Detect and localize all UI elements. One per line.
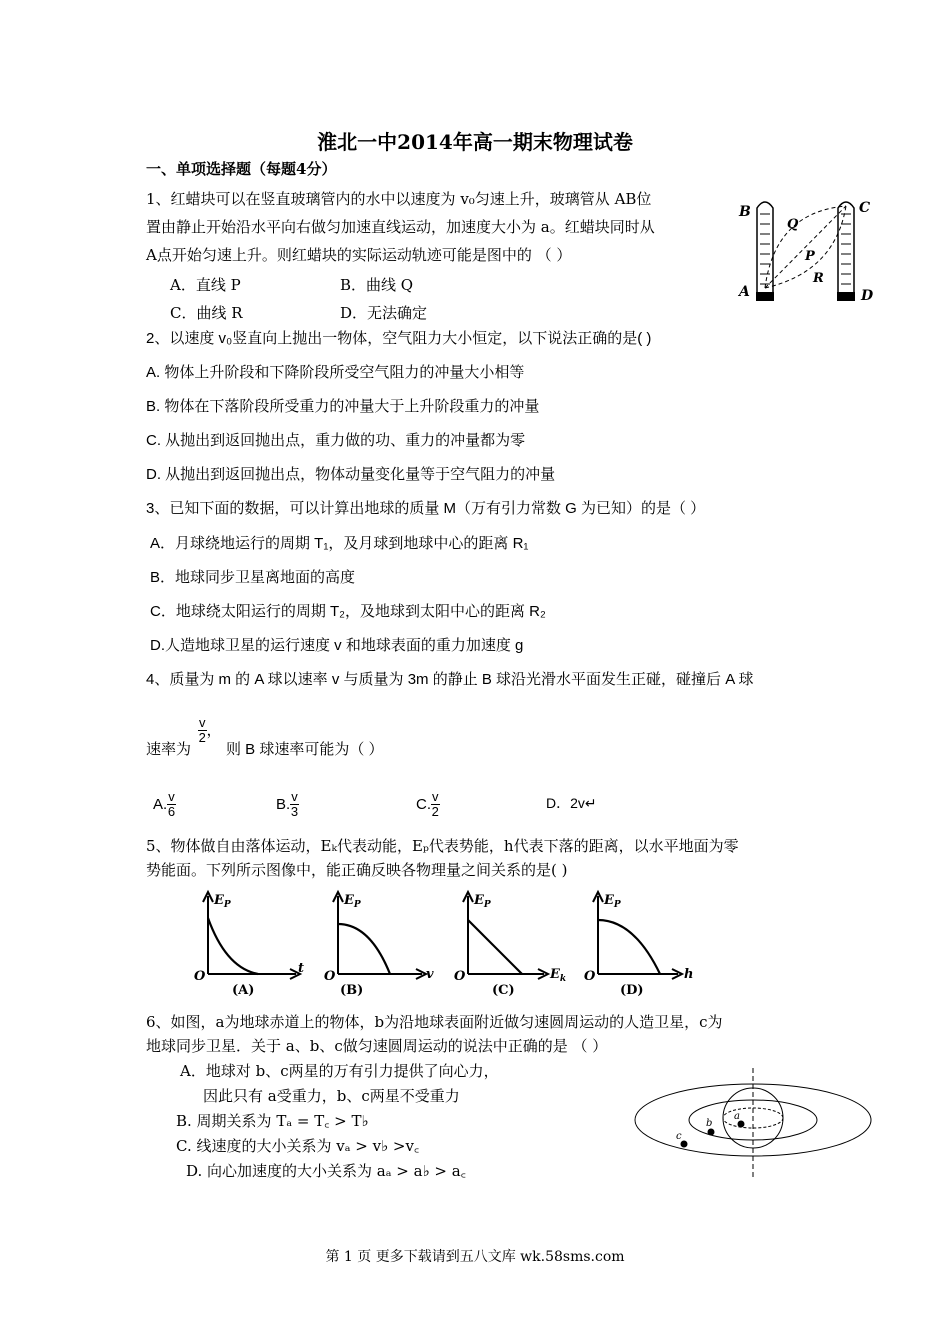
q6-line-1: 6、如图，a为地球赤道上的物体，b为沿地球表面附近做匀速圆周运动的人造卫星，c为 [146,1013,723,1031]
label-q: Q [787,217,799,232]
q4-stem: 4、质量为 m 的 A 球以速率 v 与质量为 3m 的静止 B 球沿光滑水平面发生正碰，碰撞后 A 球 [146,671,754,688]
q4-option-c-num: v [432,789,439,804]
q1-line-1: 1、红蜡块可以在竖直玻璃管内的水中以速度为 v₀匀速上升，玻璃管从 AB位 [146,190,652,208]
q6-option-b: B. 周期关系为 Tₐ = T꜀ > T♭ [176,1112,369,1130]
q5-c-origin: O [454,969,466,984]
q5-line-2: 势能面。下列所示图像中，能正确反映各物理量之间关系的是( ) [146,861,568,879]
q5-a-tag: (A) [232,983,255,998]
q5-graph-c [448,888,578,1000]
q5-d-tag: (D) [620,983,644,998]
q5-graph-d [578,888,700,1000]
q5-c-y-sub: P [483,900,491,910]
q4-frac-num: v [199,715,206,730]
q1-line-3: A点开始匀速上升。则红蜡块的实际运动轨迹可能是图中的 （ ） [146,246,572,264]
q5-a-y-sub: P [223,900,231,910]
q2-option-b: B. 物体在下落阶段所受重力的冲量大于上升阶段重力的冲量 [146,398,540,415]
q3-option-d: D.人造地球卫星的运行速度 v 和地球表面的重力加速度 g [150,637,524,654]
q5-graph-a [188,888,310,1000]
q4-option-a-den: 6 [167,804,176,819]
q5-c-x-label: E [550,967,560,982]
q5-b-tag: (B) [340,983,364,998]
svg-text:EP [473,893,491,910]
label-b: B [739,204,751,220]
q5-b-y-label: E [344,893,354,908]
q5-b-origin: O [324,969,336,984]
label-c: C [859,200,871,216]
q3-option-a: A．月球绕地运行的周期 T₁，及月球到地球中心的距离 R₁ [150,535,529,552]
q6-option-d: D. 向心加速度的大小关系为 aₐ > a♭ > a꜀ [186,1162,466,1180]
q5-c-x-sub: k [559,974,567,984]
q4-option-b-den: 3 [290,804,299,819]
q4-option-d: D．2v↵ [546,795,597,811]
q4-option-a-label: A. [153,795,168,813]
q4-option-b-label: B. [276,795,291,813]
q3-stem: 3、已知下面的数据，可以计算出地球的质量 M（万有引力常数 G 为已知）的是（ ） [146,500,706,517]
q1-option-d: D．无法确定 [340,304,428,322]
label-r: R [813,271,824,286]
q1-option-b: B．曲线 Q [340,276,414,294]
q5-graph-b [318,888,440,1000]
q6-option-a-2: 因此只有 a受重力，b、c两星不受重力 [203,1087,460,1105]
q1-line-2: 置由静止开始沿水平向右做匀加速直线运动，加速度大小为 a。红蜡块同时从 [146,218,655,236]
q2-option-a: A. 物体上升阶段和下降阶段所受空气阻力的冲量大小相等 [146,364,525,381]
q5-a-origin: O [194,969,206,984]
q5-d-y-label: E [604,893,614,908]
q2-option-d: D. 从抛出到返回抛出点，物体动量变化量等于空气阻力的冲量 [146,466,556,483]
q4-option-a-num: v [168,789,175,804]
q6-orbit-figure [632,1064,874,1184]
svg-text:EP [213,893,231,910]
q6-line-2: 地球同步卫星．关于 a、b、c做匀速圆周运动的说法中正确的是 （ ） [146,1037,608,1055]
q6-option-c: C. 线速度的大小关系为 vₐ > v♭ >v꜀ [176,1137,420,1155]
q5-a-y-label: E [214,893,224,908]
q4-line2-post: 则 B 球速率可能为（ ） [226,741,384,758]
q5-c-tag: (C) [492,983,515,998]
q5-b-x-label: v [426,967,434,982]
page-footer: 第 1 页 更多下载请到五八文库 wk.58sms.com [325,1249,625,1265]
page-title: 淮北一中2014年高一期末物理试卷 [317,130,633,154]
q3-option-b: B．地球同步卫星离地面的高度 [150,569,356,586]
q2-option-c: C. 从抛出到返回抛出点，重力做的功、重力的冲量都为零 [146,432,526,449]
q4-option-c-label: C. [416,795,431,813]
label-a: A [739,284,750,300]
tube-cd [838,202,854,300]
q5-d-y-sub: P [613,900,621,910]
q3-option-c: C．地球绕太阳运行的周期 T₂，及地球到太阳中心的距离 R₂ [150,603,546,620]
q5-a-x-label: t [298,961,305,976]
q5-c-y-label: E [474,893,484,908]
q4-option-b-num: v [291,789,298,804]
q4-option-a [153,790,176,819]
q5-d-origin: O [584,969,596,984]
q4-comma: ， [206,722,222,739]
q1-option-a: A．直线 P [170,276,241,294]
q4-line2-pre: 速率为 [146,741,192,758]
svg-text:Ek [549,967,566,984]
label-p: P [805,249,815,264]
label-d: D [861,288,874,304]
q5-line-1: 5、物体做自由落体运动，Eₖ代表动能，Eₚ代表势能，h代表下落的距离，以水平地面为零 [146,837,739,855]
q6-option-a-1: A．地球对 b、c两星的万有引力提供了向心力， [180,1062,499,1080]
q4-option-b [276,790,299,819]
q4-option-c [416,790,440,819]
q1-option-c: C．曲线 R [170,304,243,322]
point-b [708,1129,715,1136]
label-b: b [706,1118,713,1129]
label-c: c [676,1131,682,1142]
label-a: a [734,1111,740,1122]
q4-frac-den: 2 [198,730,206,745]
q1-tube-figure [735,192,880,310]
q5-b-y-sub: P [353,900,361,910]
q2-stem: 2、以速度 v₀竖直向上抛出一物体，空气阻力大小恒定，以下说法正确的是( ) [146,330,652,347]
q4-fraction-v-over-2 [198,716,222,745]
q4-option-c-den: 2 [431,804,439,819]
section-heading: 一、单项选择题（每题4分） [146,160,337,178]
svg-text:EP [343,893,361,910]
q5-d-x-label: h [684,967,694,982]
svg-text:EP [603,893,621,910]
